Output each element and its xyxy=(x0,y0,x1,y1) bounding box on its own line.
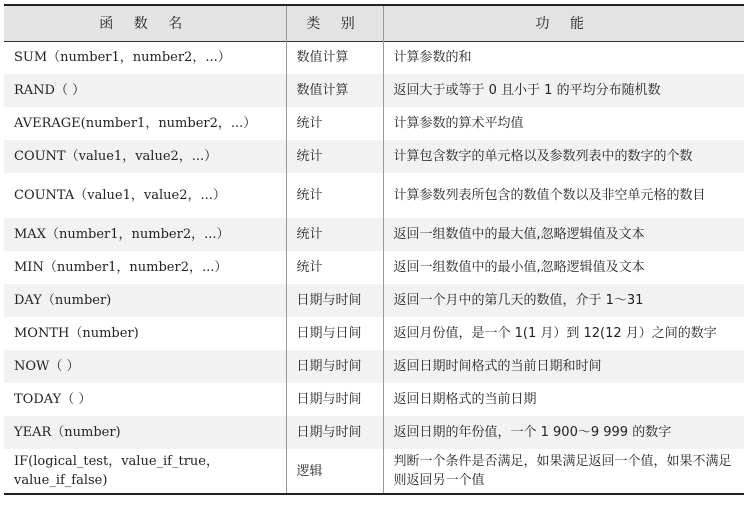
description-cell: 返回日期格式的当前日期 xyxy=(383,383,744,416)
category-cell: 日期与时间 xyxy=(286,383,383,416)
table-row xyxy=(4,449,744,494)
function-name-cell: COUNTA（value1，value2，...） xyxy=(14,188,226,203)
description-cell: 返回日期时间格式的当前日期和时间 xyxy=(383,350,744,383)
description-cell: 返回月份值，是一个 1(1 月）到 12(12 月）之间的数字 xyxy=(383,317,744,350)
category-cell: 日期与日间 xyxy=(286,317,383,350)
table-row xyxy=(4,41,744,74)
header-category: 类 别 xyxy=(286,5,383,41)
table-row xyxy=(4,284,744,317)
function-name-cell: MAX（number1，number2，...） xyxy=(14,227,230,242)
category-cell: 数值计算 xyxy=(286,74,383,107)
function-name-cell: IF(logical_test，value_if_true，value_if_false) xyxy=(14,454,219,488)
category-cell: 日期与时间 xyxy=(286,284,383,317)
function-name-cell: AVERAGE(number1，number2，...） xyxy=(14,116,257,131)
table-row xyxy=(4,383,744,416)
description-cell: 返回日期的年份值，一个 1 900～9 999 的数字 xyxy=(383,416,744,449)
category-cell: 统计 xyxy=(286,218,383,251)
function-name-cell: TODAY（ ） xyxy=(14,392,92,407)
table-row xyxy=(4,140,744,173)
description-cell: 返回一组数值中的最大值,忽略逻辑值及文本 xyxy=(383,218,744,251)
category-cell: 逻辑 xyxy=(286,449,383,494)
description-cell: 返回一个月中的第几天的数值，介于 1～31 xyxy=(383,284,744,317)
category-cell: 统计 xyxy=(286,140,383,173)
category-cell: 统计 xyxy=(286,173,383,218)
category-cell: 数值计算 xyxy=(286,41,383,74)
function-name-cell: COUNT（value1，value2，...） xyxy=(14,149,218,164)
description-cell: 返回一组数值中的最小值,忽略逻辑值及文本 xyxy=(383,251,744,284)
function-name-cell: NOW（ ） xyxy=(14,359,80,374)
description-cell: 计算参数列表所包含的数值个数以及非空单元格的数目 xyxy=(383,173,744,218)
function-reference-table xyxy=(4,4,744,495)
table-header xyxy=(4,5,744,41)
table-row xyxy=(4,173,744,218)
function-name-cell: RAND（ ） xyxy=(14,83,86,98)
header-description: 功 能 xyxy=(383,5,744,41)
description-cell: 计算参数的算术平均值 xyxy=(383,107,744,140)
function-name-cell: DAY（number) xyxy=(14,293,112,308)
header-function-name: 函 数 名 xyxy=(99,16,191,33)
header-row xyxy=(4,5,744,41)
table-row xyxy=(4,74,744,107)
table-row xyxy=(4,317,744,350)
description-cell: 返回大于或等于 0 且小于 1 的平均分布随机数 xyxy=(383,74,744,107)
table-row xyxy=(4,251,744,284)
function-name-cell: MIN（number1，number2，...） xyxy=(14,260,228,275)
category-cell: 日期与时间 xyxy=(286,416,383,449)
description-cell: 判断一个条件是否满足，如果满足返回一个值，如果不满足则返回另一个值 xyxy=(383,449,744,494)
description-cell: 计算包含数字的单元格以及参数列表中的数字的个数 xyxy=(383,140,744,173)
table-row xyxy=(4,416,744,449)
table-row xyxy=(4,218,744,251)
category-cell: 日期与时间 xyxy=(286,350,383,383)
description-cell: 计算参数的和 xyxy=(383,41,744,74)
function-name-cell: SUM（number1，number2，...） xyxy=(14,50,231,66)
table-row xyxy=(4,350,744,383)
table-body xyxy=(4,41,744,494)
function-name-cell: YEAR（number) xyxy=(14,425,121,440)
function-name-cell: MONTH（number) xyxy=(14,326,139,341)
table-row xyxy=(4,107,744,140)
category-cell: 统计 xyxy=(286,107,383,140)
category-cell: 统计 xyxy=(286,251,383,284)
